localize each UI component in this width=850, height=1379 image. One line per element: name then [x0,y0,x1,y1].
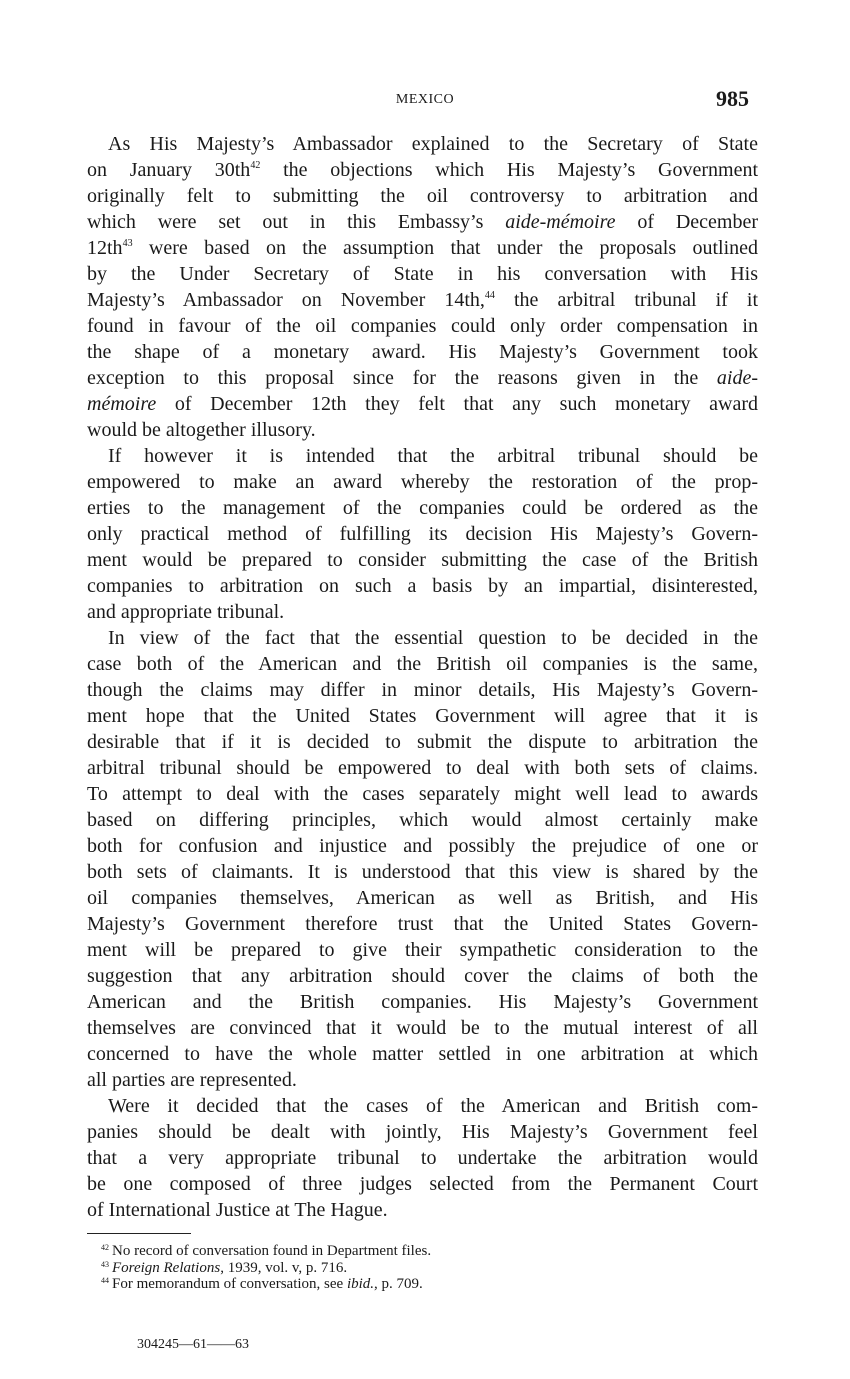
text-line [87,313,758,339]
running-header-title: MEXICO [395,92,455,107]
footnote-divider [87,1233,191,1234]
text-line [87,1197,758,1223]
text-line [87,547,758,573]
text-run: that a very appropriate tribunal to undertake the arbitration would [87,1147,758,1169]
text-run: For memorandum of conversation, see [112,1276,347,1292]
text-line [87,469,758,495]
print-code: 304245—61——63 [137,1337,249,1352]
footnote [101,1276,431,1293]
text-run: 12th [87,237,123,259]
text-run: ment hope that the United States Government will agree that it is [87,705,758,727]
page-number: 985 [716,86,749,111]
footnote-number: 44 [101,1276,109,1285]
footnote-reference: 43 [122,238,133,249]
text-line [87,1171,758,1197]
text-line [87,729,758,755]
text-line [87,261,758,287]
text-run: oil companies themselves, American as well as British, and His [87,887,758,909]
text-run: As His Majesty’s Ambassador explained to the Secretary of State [108,133,758,155]
text-line [87,703,758,729]
text-run: exception to this proposal since for the reasons given in the [87,367,717,389]
text-line [87,1119,758,1145]
text-line [87,521,758,547]
text-run: would be altogether illusory. [87,419,316,441]
footnote-number: 43 [101,1259,109,1269]
text-line [87,1093,758,1119]
text-line [87,755,758,781]
italic-text: aide-mémoire [505,211,616,233]
text-line [87,859,758,885]
text-line [87,677,758,703]
text-run: the shape of a monetary award. His Majesty’s Government took [87,341,758,363]
text-line [87,235,758,261]
text-run: originally felt to submitting the oil controversy to arbitration and [87,185,758,207]
text-run: by the Under Secretary of State in his conversation with His [87,263,758,285]
text-run: , p. 709. [374,1276,423,1292]
text-line [87,131,758,157]
footnote-reference: 42 [250,160,261,171]
text-run: In view of the fact that the essential question to be decided in the [108,627,758,649]
text-line [87,573,758,599]
text-line [87,495,758,521]
footnote-number: 42 [101,1243,109,1252]
text-run: arbitral tribunal should be empowered to deal with both sets of claims. [87,757,758,779]
text-run: Majesty’s Government therefore trust that the United States Govern- [87,913,758,935]
text-line [87,417,758,443]
text-line [87,287,758,313]
text-line [87,937,758,963]
text-run: based on differing principles, which would almost certainly make [87,809,758,831]
paragraph [87,131,758,443]
text-run: panies should be dealt with jointly, His Majesty’s Government feel [87,1121,758,1143]
text-run: and appropriate tribunal. [87,601,285,623]
text-run: companies to arbitration on such a basis by an impartial, disinterested, [87,575,758,597]
text-line [87,1067,758,1093]
text-run: suggestion that any arbitration should cover the claims of both the [87,965,758,987]
italic-text: ibid. [346,1276,375,1292]
text-run: case both of the American and the British oil companies is the same, [87,653,758,675]
footnote [101,1260,431,1277]
text-run: found in favour of the oil companies could only order compensation in [87,315,758,337]
text-run: American and the British companies. His Majesty’s Government [87,991,758,1013]
body-text [87,131,758,1223]
paragraph [87,443,758,625]
text-run: the arbitral tribunal if it [494,289,759,311]
text-run: both sets of claimants. It is understood that this view is shared by the [87,861,758,883]
text-run: To attempt to deal with the cases separately might well lead to awards [87,783,758,805]
text-line [87,833,758,859]
text-line [87,651,758,677]
text-line [87,365,758,391]
text-line [87,963,758,989]
text-run: , 1939, vol. v, p. 716. [220,1259,348,1276]
text-run: Majesty’s Ambassador on November 14th, [87,289,485,311]
text-run: ment would be prepared to consider submitting the case of the British [87,549,758,571]
text-run: ment will be prepared to give their sympathetic consideration to the [87,939,758,961]
text-run: empowered to make an award whereby the restoration of the prop- [87,471,758,493]
text-run: themselves are convinced that it would be to the mutual interest of all [87,1017,758,1039]
text-line [87,157,758,183]
text-run: be one composed of three judges selected from the Permanent Court [87,1173,758,1195]
text-run: on January 30th [87,159,251,181]
text-run: desirable that if it is decided to submit the dispute to arbitration the [87,731,758,753]
text-run: If however it is intended that the arbitral tribunal should be [108,445,758,467]
paragraph [87,625,758,1093]
text-line [87,1145,758,1171]
text-run: of International Justice at The Hague. [87,1199,388,1221]
italic-text: mémoire [87,393,157,415]
text-line [87,391,758,417]
footnotes [101,1243,431,1293]
text-run: concerned to have the whole matter settled in one arbitration at which [87,1043,758,1065]
text-line [87,599,758,625]
paragraph [87,1093,758,1223]
footnote [101,1243,431,1260]
text-line [87,209,758,235]
text-line [87,1041,758,1067]
text-line [87,885,758,911]
text-line [87,339,758,365]
text-line [87,625,758,651]
text-run: Were it decided that the cases of the American and British com- [108,1095,758,1117]
text-run: both for confusion and injustice and possibly the prejudice of one or [87,835,758,857]
text-line [87,443,758,469]
text-run: of December [615,211,758,233]
text-run: all parties are represented. [87,1069,297,1091]
text-run: were based on the assumption that under the proposals outlined [132,237,758,259]
footnote-reference: 44 [484,290,495,301]
text-run: though the claims may differ in minor details, His Majesty’s Govern- [87,679,758,701]
text-line [87,989,758,1015]
text-line [87,1015,758,1041]
text-run: No record of conversation found in Department files. [112,1243,432,1259]
text-run: which were set out in this Embassy’s [87,211,506,233]
text-run: erties to the management of the companies could be ordered as the [87,497,758,519]
text-run: only practical method of fulfilling its decision His Majesty’s Govern- [87,523,758,545]
text-line [87,807,758,833]
text-line [87,183,758,209]
text-line [87,781,758,807]
italic-text: Foreign Relations [112,1259,221,1276]
text-run: of December 12th they felt that any such monetary award [156,393,758,415]
text-run: the objections which His Majesty’s Government [260,159,758,181]
italic-text: aide- [716,367,758,389]
text-line [87,911,758,937]
